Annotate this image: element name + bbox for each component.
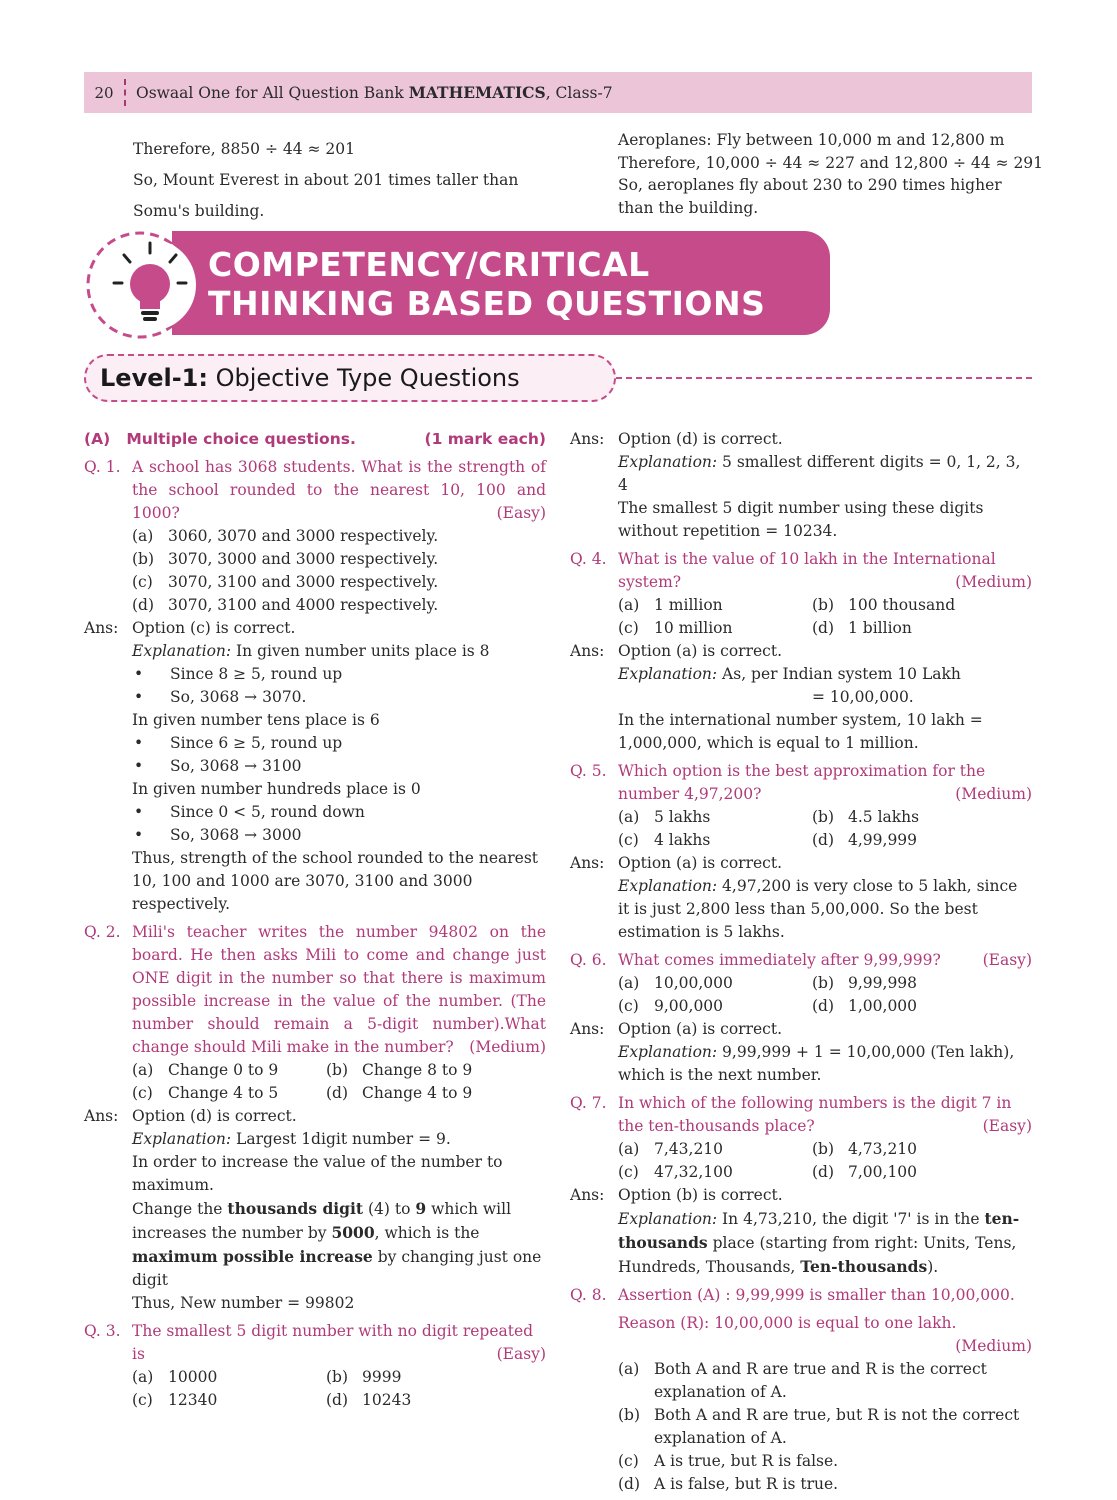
intro-left-line: So, Mount Everest in about 201 times taller than <box>133 171 519 189</box>
level-number: Level-1: <box>100 364 208 392</box>
intro-right-line: Aeroplanes: Fly between 10,000 m and 12,800 m <box>618 131 1005 149</box>
question-number: Q. 3. <box>84 1322 121 1340</box>
option: (d) Change 4 to 9 <box>326 1084 473 1102</box>
question-3 <box>84 1320 546 1366</box>
option: (d) 4,99,999 <box>812 831 918 849</box>
option: (b) 9,99,998 <box>812 974 918 992</box>
difficulty-tag: (Easy) <box>496 504 546 522</box>
explanation-line: = 10,00,000. <box>812 688 914 706</box>
question-number: Q. 2. <box>84 923 121 941</box>
level-name: Objective Type Questions <box>207 364 520 392</box>
explanation: Explanation: As, per Indian system 10 Lakh <box>618 665 961 683</box>
answer-label: Ans: <box>84 1107 119 1125</box>
option-row <box>618 1161 1032 1184</box>
answer-label: Ans: <box>570 642 605 660</box>
question-text: A school has 3068 students. What is the strength of the school rounded to the nearest 10, 100 and 1000? <box>132 458 546 522</box>
question-number: Q. 1. <box>84 458 121 476</box>
question-5 <box>570 760 1032 806</box>
header-class: , Class-7 <box>545 84 613 102</box>
intro-right <box>618 129 1043 219</box>
lightbulb-icon <box>84 229 196 341</box>
bullet-item: • Since 0 < 5, round down <box>134 803 365 821</box>
page-number: 20 <box>94 83 114 102</box>
question-number: Q. 8. <box>570 1286 607 1304</box>
intro-right-line: Therefore, 10,000 ÷ 44 ≈ 227 and 12,800 ÷ 44 ≈ 291 <box>618 153 1044 172</box>
option: (c) 4 lakhs <box>618 831 711 849</box>
answer-text: Option (a) is correct. <box>618 642 782 660</box>
bullet-item: • So, 3068 → 3100 <box>134 757 302 775</box>
option: (d) 3070, 3100 and 4000 respectively. <box>132 596 439 614</box>
option-row <box>618 806 1032 829</box>
option-row <box>132 1082 546 1105</box>
option-row <box>132 1366 546 1389</box>
banner-line-2: THINKING BASED QUESTIONS <box>208 284 766 323</box>
option-row <box>618 1138 1032 1161</box>
option: (c) 10 million <box>618 619 733 637</box>
question-text: What comes immediately after 9,99,999? <box>618 951 941 969</box>
section-label: (A) <box>84 430 111 448</box>
answer-label: Ans: <box>570 1020 605 1038</box>
question-text: What is the value of 10 lakh in the International system? <box>618 550 996 591</box>
answer-6 <box>570 1018 1032 1087</box>
answer-label: Ans: <box>570 854 605 872</box>
answer-text: Option (c) is correct. <box>132 619 296 637</box>
assertion-text: Assertion (A) : 9,99,999 is smaller than 10,00,000. <box>618 1286 1015 1304</box>
explanation-line: Change the thousands digit (4) to 9 which will increases the number by 5000, which is the maximum possible increase by changing just one digit <box>132 1199 542 1289</box>
question-7 <box>570 1092 1032 1138</box>
explanation: Explanation: 4,97,200 is very close to 5 lakh, since it is just 2,800 less than 5,00,000. So the best estimation is 5 lakhs. <box>618 877 1018 941</box>
question-text: Which option is the best approximation for the number 4,97,200? <box>618 762 986 803</box>
header-title <box>136 83 613 102</box>
question-4 <box>570 548 1032 594</box>
option: (a) 10000 <box>132 1368 218 1386</box>
section-banner <box>84 229 834 339</box>
bullet-item: • Since 6 ≥ 5, round up <box>134 734 343 752</box>
option: (c) 12340 <box>132 1391 218 1409</box>
option-row <box>132 1059 546 1082</box>
column-right <box>570 428 1032 1496</box>
intro-right-line: So, aeroplanes fly about 230 to 290 times higher <box>618 176 1002 194</box>
option: (c) Change 4 to 5 <box>132 1084 279 1102</box>
option: (a) Change 0 to 9 <box>132 1061 279 1079</box>
explanation: Explanation: Largest 1digit number = 9. <box>132 1130 451 1148</box>
difficulty-tag: (Easy) <box>496 1345 546 1363</box>
banner-title <box>208 245 765 323</box>
question-6 <box>570 949 1032 972</box>
option: (a) 5 lakhs <box>618 808 711 826</box>
option-row <box>618 972 1032 995</box>
question-text: Mili's teacher writes the number 94802 on the board. He then asks Mili to come and change just ONE digit in the number so that there is maximum possible increase in the value of the number. (The number should remain a 5-digit number).What change should Mili make in the number? <box>132 923 546 1056</box>
level-dashed-line <box>616 377 1032 379</box>
option: (d) 1 billion <box>812 619 912 637</box>
option-row <box>618 594 1032 617</box>
column-left <box>84 428 546 1412</box>
explanation-line: The smallest 5 digit number using these digits without repetition = 10234. <box>618 499 984 540</box>
question-number: Q. 4. <box>570 550 607 568</box>
option: (a) 10,00,000 <box>618 974 733 992</box>
page-header <box>84 72 1032 113</box>
intro-right-line: than the building. <box>618 198 759 217</box>
option: (b) 9999 <box>326 1368 402 1386</box>
level-heading <box>84 354 1032 404</box>
question-text: The smallest 5 digit number with no digit repeated is <box>132 1322 534 1363</box>
answer-text: Option (a) is correct. <box>618 1020 782 1038</box>
option: (d) 1,00,000 <box>812 997 918 1015</box>
answer-text: Option (a) is correct. <box>618 854 782 872</box>
explanation-line: In given number tens place is 6 <box>132 711 380 729</box>
option: (b) 4.5 lakhs <box>812 808 920 826</box>
explanation: Explanation: In 4,73,210, the digit '7' is in the ten-thousands place (starting from right: Units, Tens, Hundreds, Thousands, Ten-thousands). <box>618 1209 1020 1276</box>
banner-line-1: COMPETENCY/CRITICAL <box>208 245 650 284</box>
section-a-heading <box>84 428 546 451</box>
section-marks: (1 mark each) <box>424 430 546 448</box>
difficulty-tag: (Medium) <box>955 1337 1032 1355</box>
difficulty-tag: (Medium) <box>955 785 1032 803</box>
question-2 <box>84 921 546 1059</box>
option-row <box>618 829 1032 852</box>
option-row <box>132 1389 546 1412</box>
answer-5 <box>570 852 1032 944</box>
option: (a) 7,43,210 <box>618 1140 724 1158</box>
answer-1 <box>84 617 546 916</box>
intro-left-line: Somu's building. <box>133 202 265 220</box>
question-1 <box>84 456 546 525</box>
answer-label: Ans: <box>570 430 605 448</box>
option: (a) 1 million <box>618 596 723 614</box>
level-title <box>100 364 520 392</box>
bullet-item: • So, 3068 → 3000 <box>134 826 302 844</box>
option: (c) 47,32,100 <box>618 1163 733 1181</box>
difficulty-tag: (Easy) <box>982 1117 1032 1135</box>
answer-label: Ans: <box>84 619 119 637</box>
answer-text: Option (d) is correct. <box>618 430 783 448</box>
answer-2 <box>84 1105 546 1315</box>
bullet-item: • Since 8 ≥ 5, round up <box>134 665 343 683</box>
explanation-line: In given number hundreds place is 0 <box>132 780 421 798</box>
question-number: Q. 5. <box>570 762 607 780</box>
reason-text: Reason (R): 10,00,000 is equal to one lakh. <box>618 1314 957 1332</box>
intro-left-line: Therefore, 8850 ÷ 44 ≈ 201 <box>133 140 356 158</box>
explanation-line: Thus, strength of the school rounded to the nearest 10, 100 and 1000 are 3070, 3100 and 3000 respectively. <box>132 849 539 913</box>
option: (d) 10243 <box>326 1391 412 1409</box>
option: (d) 7,00,100 <box>812 1163 918 1181</box>
level-box <box>84 354 616 402</box>
question-number: Q. 6. <box>570 951 607 969</box>
option: (c) A is true, but R is false. <box>618 1452 839 1470</box>
question-text: In which of the following numbers is the digit 7 in the ten-thousands place? <box>618 1094 1012 1135</box>
header-subject: MATHEMATICS <box>408 83 546 102</box>
intro-left <box>133 134 518 227</box>
option: (b) Change 8 to 9 <box>326 1061 473 1079</box>
option: (a) Both A and R are true and R is the correct explanation of A. <box>618 1360 987 1401</box>
explanation: Explanation: In given number units place is 8 <box>132 642 490 660</box>
header-series: Oswaal One for All Question Bank <box>136 84 409 102</box>
answer-label: Ans: <box>570 1186 605 1204</box>
explanation-line: In the international number system, 10 lakh = 1,000,000, which is equal to 1 million. <box>618 711 983 752</box>
explanation: Explanation: 5 smallest different digits = 0, 1, 2, 3, 4 <box>618 453 1021 494</box>
difficulty-tag: (Medium) <box>955 573 1032 591</box>
answer-7 <box>570 1184 1032 1279</box>
option: (b) 4,73,210 <box>812 1140 918 1158</box>
difficulty-tag: (Easy) <box>982 951 1032 969</box>
question-number: Q. 7. <box>570 1094 607 1112</box>
option: (c) 3070, 3100 and 3000 respectively. <box>132 573 439 591</box>
option: (b) Both A and R are true, but R is not the correct explanation of A. <box>618 1406 1020 1447</box>
option: (d) A is false, but R is true. <box>618 1475 839 1493</box>
bullet-item: • So, 3068 → 3070. <box>134 688 307 706</box>
answer-4 <box>570 640 1032 755</box>
answer-text: Option (b) is correct. <box>618 1186 783 1204</box>
explanation-line: Thus, New number = 99802 <box>132 1294 355 1312</box>
explanation-line: In order to increase the value of the number to maximum. <box>132 1153 503 1194</box>
option: (b) 3070, 3000 and 3000 respectively. <box>132 550 439 568</box>
section-title: Multiple choice questions. <box>126 430 356 448</box>
option: (a) 3060, 3070 and 3000 respectively. <box>132 527 439 545</box>
option: (b) 100 thousand <box>812 596 956 614</box>
question-8 <box>570 1284 1032 1358</box>
difficulty-tag: (Medium) <box>469 1038 546 1056</box>
answer-3 <box>570 428 1032 543</box>
option-row <box>618 617 1032 640</box>
header-divider <box>124 79 126 106</box>
option: (c) 9,00,000 <box>618 997 724 1015</box>
option-row <box>618 995 1032 1018</box>
answer-text: Option (d) is correct. <box>132 1107 297 1125</box>
explanation: Explanation: 9,99,999 + 1 = 10,00,000 (Ten lakh), which is the next number. <box>618 1043 1015 1084</box>
